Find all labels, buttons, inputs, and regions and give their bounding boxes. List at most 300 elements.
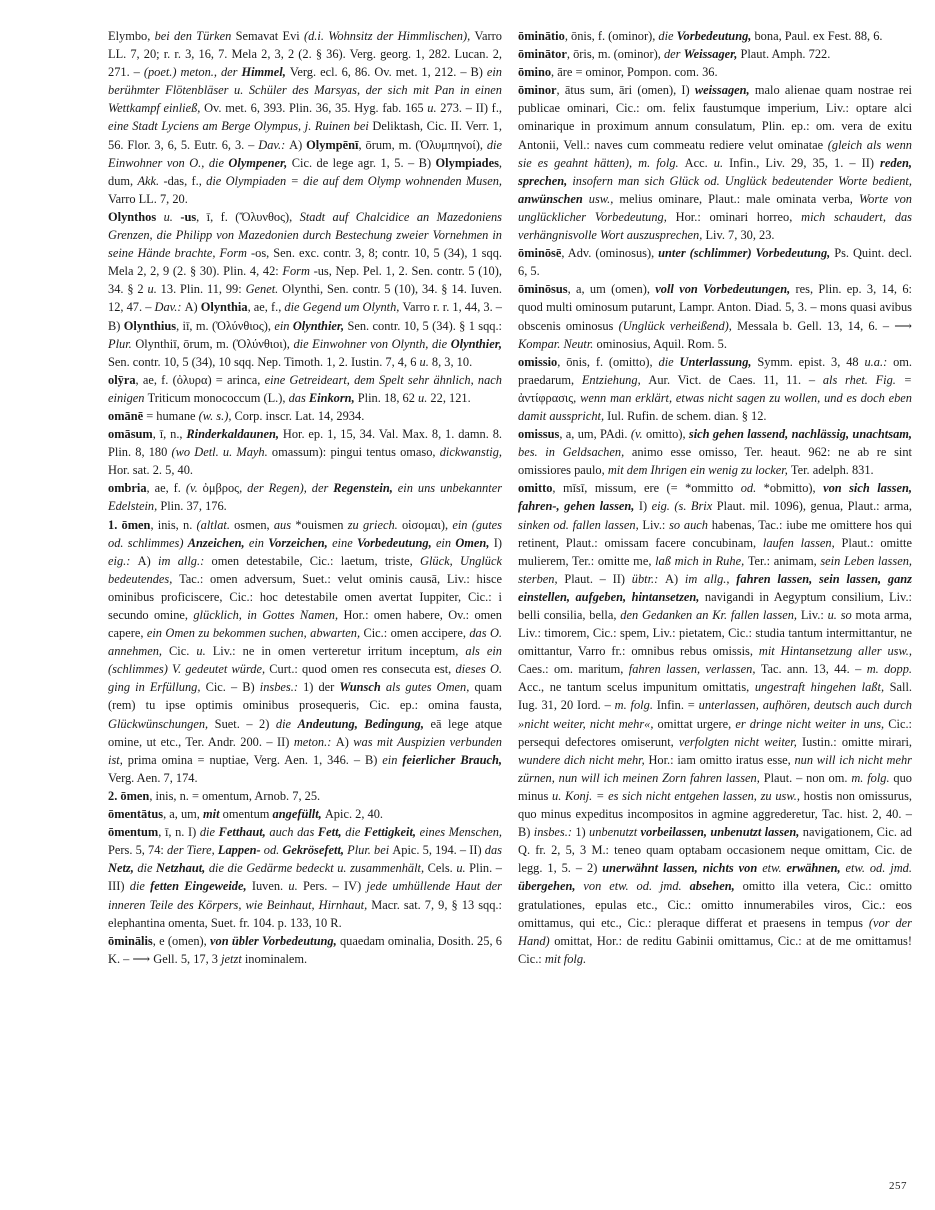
dictionary-entry bbox=[518, 425, 912, 479]
entry-text: omitto illa vetera, Cic.: omitto gratulationes, epulas etc., Cic.: omitto innumerabiles viros, Cic.: eos omittamus, qui etc., Cic.: pleraque differat et praesens in tempus bbox=[518, 879, 912, 930]
entry-text: , a, um, PAdi. bbox=[559, 427, 631, 442]
entry-text: u. bbox=[713, 155, 730, 170]
headword: ōmentātus bbox=[108, 807, 164, 822]
entry-text: Cels. bbox=[427, 861, 457, 876]
entry-text: 22, 121. bbox=[430, 390, 471, 405]
entry-text: Messala b. Gell. 13, 14, 6. – ⟶ bbox=[737, 318, 912, 333]
entry-text: Plur. bei bbox=[347, 843, 393, 858]
entry-text: als gutes Omen, bbox=[385, 680, 475, 695]
entry-text: (poet.) meton., der bbox=[143, 65, 242, 80]
dictionary-entry bbox=[518, 353, 912, 425]
entry-text: Caes.: om. maritum, bbox=[518, 662, 629, 677]
entry-text: glücklich, in Gottes Namen, bbox=[193, 608, 344, 622]
entry-text: Plaut. – II) bbox=[564, 571, 632, 586]
entry-text: Cic. bbox=[169, 644, 197, 659]
entry-text: Verg. ecl. 6, 86. Ov. met. 1, 212. – B) bbox=[289, 65, 487, 80]
entry-text: etw. od. jmd. bbox=[845, 861, 912, 876]
entry-text: jede umhüllende Haut der inneren Teile des Körpers, wie Beinhaut, Hirnhaut, bbox=[108, 879, 502, 912]
entry-text: Dav.: bbox=[258, 137, 290, 152]
entry-text: omittat urgere, bbox=[657, 716, 736, 731]
entry-text: 13. Plin. 11, 99: bbox=[160, 282, 246, 297]
entry-text: der bbox=[663, 47, 684, 62]
entry-text: Olympener, bbox=[228, 155, 292, 170]
entry-text: A) bbox=[289, 137, 307, 152]
entry-text: die Einwohner von Olynth, die bbox=[293, 336, 451, 351]
entry-text: res, Plin. ep. 3, 14, 6: quod multi ominosum putarunt, Lampr. Anton. Diad. 5, 3. – mons quasi avibus obscenis ominosus bbox=[518, 282, 912, 333]
entry-text: die bbox=[129, 879, 151, 894]
entry-text: u. bbox=[147, 282, 161, 297]
entry-text: Acc. bbox=[684, 155, 714, 170]
entry-text: die bbox=[137, 861, 157, 876]
entry-text: Ter. adelph. 831. bbox=[790, 463, 874, 478]
entry-text: Plaut. mil. 1096), genua, Plaut.: arma, bbox=[716, 499, 912, 514]
entry-text: Ps. Quint. decl. 6, 5. bbox=[518, 246, 912, 279]
entry-text: mich schaudert, das verhängnisvolle Wort auszusprechen, bbox=[518, 209, 912, 243]
entry-text: Kompar. Neutr. bbox=[518, 336, 597, 351]
dictionary-entry bbox=[518, 244, 912, 280]
entry-text: Infin., Liv. 29, 35, 1. – II) bbox=[729, 155, 880, 170]
entry-text: , ae, f. (ὀλυρα) = arinca, bbox=[135, 372, 265, 387]
dictionary-entry bbox=[518, 81, 912, 244]
entry-text: ein berühmter Flötenbläser u. Schüler des Marsyas, der sich mit Pan in einen Wettkampf einließ, bbox=[108, 65, 502, 116]
entry-text: , e (omen), bbox=[152, 933, 211, 948]
entry-text: Hor.: iam omitto iratus esse, bbox=[648, 752, 795, 767]
entry-text: die bbox=[658, 354, 680, 369]
entry-text: 1) der bbox=[303, 680, 340, 695]
entry-text: , a, um (omen), bbox=[567, 282, 656, 297]
entry-text: die bbox=[199, 825, 219, 840]
entry-text: *obmitto), bbox=[763, 481, 824, 496]
entry-text: οἰσομαι), bbox=[401, 517, 453, 532]
entry-text: -os, Sen. exc. contr. 3, 8; contr. 10, 5 (34), 1 sqq. Mela 2, 2, 9 (2. § 30). Plin. 4, 42: bbox=[108, 246, 502, 279]
entry-text: Plaut. Amph. 722. bbox=[740, 47, 831, 62]
entry-text: , ōris, m. (ominor), bbox=[566, 47, 664, 62]
entry-text: u. bbox=[418, 390, 431, 405]
headword: Olynthius bbox=[123, 318, 177, 333]
entry-text: (Unglück verheißend), bbox=[618, 318, 738, 333]
entry-text: Glück, Unglück bedeutendes, bbox=[108, 553, 502, 586]
entry-text: dieses O. ging in Erfüllung, bbox=[108, 662, 503, 695]
entry-text: insofern man sich Glück od. Unglück bedeutender Worte bedient, bbox=[572, 173, 912, 188]
entry-text: der Regen), der bbox=[247, 481, 334, 496]
dictionary-entry bbox=[108, 371, 502, 407]
entry-text: Iuven. bbox=[251, 879, 289, 894]
entry-text: A) bbox=[335, 734, 354, 749]
headword: omissio bbox=[518, 354, 558, 369]
entry-text: (v. bbox=[630, 427, 646, 442]
entry-text: u. bbox=[288, 879, 303, 894]
entry-text: Netz, bbox=[108, 861, 138, 876]
entry-text: unter (schlimmer) Vorbedeutung, bbox=[658, 246, 835, 261]
entry-text: omitto), bbox=[645, 427, 689, 442]
dictionary-entry bbox=[108, 932, 502, 968]
entry-text: omittat, Hor.: de reditu Gabinii omittamus, Cic.: at de me omittamus! Cic.: bbox=[518, 933, 912, 966]
entry-text: Form bbox=[282, 264, 314, 279]
entry-text: Glückwünschungen, bbox=[108, 716, 215, 731]
entry-text: die Olympiaden = die auf dem Olymp wohnenden Musen, bbox=[206, 173, 502, 188]
entry-text: eine bbox=[332, 535, 357, 550]
entry-text: mit bbox=[203, 807, 223, 822]
entry-text: von sich lassen, fahren-, gehen lassen, bbox=[518, 481, 912, 514]
entry-text: *ouismen bbox=[295, 517, 348, 532]
entry-text: wundere dich nicht mehr, bbox=[518, 752, 649, 767]
entry-text: Apic. 2, 40. bbox=[324, 807, 384, 822]
entry-text: , ōnis, f. (ominor), bbox=[564, 29, 659, 43]
entry-text: omentum bbox=[222, 807, 273, 822]
entry-text: eines Menschen, bbox=[419, 825, 502, 840]
entry-text: er dringe nicht weiter in uns, bbox=[735, 716, 889, 731]
entry-text: Tac. ann. 13, 44. – bbox=[760, 662, 867, 677]
entry-text: anwünschen bbox=[518, 191, 589, 206]
entry-text: das bbox=[484, 843, 502, 858]
entry-text: -das, f., bbox=[163, 173, 207, 188]
dictionary-entry bbox=[108, 479, 502, 515]
entry-text: wenn man erklärt, etwas nicht sagen zu wollen, und es doch eben damit ausspricht, bbox=[518, 390, 912, 423]
entry-text: usw., bbox=[588, 191, 620, 206]
entry-text: Fett, bbox=[317, 825, 346, 840]
entry-text: Verg. Aen. 7, 174. bbox=[108, 770, 198, 785]
entry-text: (gleich als wenn sie es geahnt hätten), m. folg. bbox=[518, 137, 912, 170]
entry-text: übergehen, bbox=[518, 879, 584, 894]
entry-text: navigandi in Aegyptum consilium, Liv.: belli consilia, bella, bbox=[518, 589, 912, 622]
entry-text: Omen, bbox=[455, 535, 494, 550]
entry-text: Ter.: animam, bbox=[747, 553, 821, 568]
headword: ombria bbox=[108, 481, 147, 496]
entry-text: Anzeichen, bbox=[187, 535, 249, 550]
headword: Olynthia bbox=[200, 300, 248, 315]
entry-text: den Gedanken an Kr. fallen lassen, bbox=[620, 608, 801, 622]
headword: ōmentum bbox=[108, 825, 159, 840]
entry-text: verfolgten nicht weiter, bbox=[678, 734, 802, 749]
entry-text: Lappen- bbox=[217, 843, 264, 858]
entry-text: Iustin.: omitte mirari, bbox=[801, 734, 912, 749]
entry-text: ein bbox=[274, 318, 293, 333]
entry-text: A) bbox=[665, 571, 685, 586]
entry-text: m. dopp. bbox=[866, 662, 912, 677]
entry-text: habenas, Tac.: iube me omittere hos qui retinent, Plaut.: omissam facere concubinam, bbox=[518, 517, 912, 550]
entry-text: 273. – II) f., bbox=[440, 101, 503, 116]
entry-text: unerwähnt lassen, nichts von bbox=[602, 861, 763, 876]
entry-text: als rhet. Fig. = bbox=[822, 372, 912, 387]
entry-text: , inis, n. = omentum, Arnob. 7, 25. bbox=[149, 788, 321, 803]
headword: 1. ōmen bbox=[108, 517, 151, 532]
entry-text: Suet. – 2) bbox=[214, 716, 276, 731]
entry-text: Liv.: bbox=[642, 517, 670, 532]
dictionary-entry bbox=[108, 407, 502, 425]
entry-text: bei den Türken bbox=[154, 29, 236, 43]
dictionary-entry bbox=[108, 27, 502, 208]
right-column bbox=[518, 27, 912, 968]
entry-text: ungestraft hingehen laßt, bbox=[754, 680, 890, 695]
entry-text: angefüllt, bbox=[272, 807, 325, 822]
entry-text: Pers. – IV) bbox=[302, 879, 367, 894]
entry-text: zu griech. bbox=[347, 517, 402, 532]
entry-text: Pers. 5, 74: bbox=[108, 843, 167, 858]
entry-text: Einkorn, bbox=[308, 390, 358, 405]
entry-text: die Einwohner von O., die bbox=[108, 137, 502, 170]
entry-text: Dav.: bbox=[154, 300, 185, 315]
headword: ōmino bbox=[518, 65, 552, 80]
headword: Olympiades bbox=[435, 155, 499, 170]
entry-text: Vorbedeutung, bbox=[356, 535, 436, 550]
entry-text: , ātus sum, āri (omen), I) bbox=[556, 83, 695, 98]
entry-text: Stadt auf Chalcidice an Mazedoniens Grenzen, die Philipp von Mazedonien durch Bestechung zweier Vornehmen in seine Hände brachte, Form bbox=[108, 209, 503, 261]
left-column bbox=[108, 27, 502, 968]
headword: ōminātio bbox=[518, 29, 565, 43]
entry-text: laufen lassen, bbox=[762, 535, 842, 550]
entry-text: Andeutung, Bedingung, bbox=[297, 716, 431, 731]
entry-text: , ōrum, m. (Ὀλυμπηνοί), bbox=[358, 137, 487, 152]
dictionary-entry bbox=[518, 27, 912, 45]
entry-text: Wunsch bbox=[339, 680, 386, 695]
entry-text: weissagen, bbox=[694, 83, 755, 98]
entry-text: Fettigkeit, bbox=[364, 825, 420, 840]
entry-text: was mit Auspizien verbunden ist, bbox=[108, 734, 502, 767]
entry-text: Entziehung, bbox=[581, 372, 649, 387]
entry-text: I) bbox=[638, 499, 652, 514]
entry-text: bona, Paul. ex Fest. 88, 6. bbox=[754, 29, 883, 43]
entry-text: ein bbox=[248, 535, 269, 550]
entry-text: Gekrösefett, bbox=[282, 843, 348, 858]
entry-text: mit Hintansetzung aller usw., bbox=[758, 644, 912, 659]
entry-text: -us, Nep. Pel. 1, 2. Sen. contr. 5 (10), 34. § 2 bbox=[108, 264, 502, 297]
headword: ōminor bbox=[518, 83, 557, 98]
entry-text: insbes.: bbox=[533, 825, 576, 840]
entry-text: mit dem Ihrigen ein wenig zu locker, bbox=[607, 463, 791, 478]
entry-text: (d.i. Wohnsitz der Himmlischen), bbox=[303, 29, 475, 43]
headword: -us bbox=[180, 209, 197, 224]
entry-text: Himmel, bbox=[241, 65, 290, 80]
entry-text: meton.: bbox=[293, 734, 336, 749]
entry-text: fahren lassen, verlassen, bbox=[628, 662, 761, 677]
entry-text: Vorzeichen, bbox=[268, 535, 333, 550]
entry-text: Varro r. r. 1, 44, 3. – B) bbox=[108, 300, 502, 333]
headword: ōminōsē bbox=[518, 246, 562, 261]
entry-text: osmen, bbox=[234, 517, 274, 532]
entry-text: u. so bbox=[827, 608, 856, 622]
entry-text: Olynthi, Sen. contr. 5 (10), 34. § 14. Iuven. 12, 47. – bbox=[108, 282, 503, 315]
entry-text: so auch bbox=[669, 517, 712, 532]
entry-text: Olynthier, bbox=[450, 336, 502, 351]
headword: omāsum bbox=[108, 427, 153, 442]
entry-text: malo alienae quam nostrae rei publicae ominari, Cic.: om. felix faustumque imperium, Liv.: optare alci ominarique in proximum annum consulatum, Plin. ep.: om. vera de exitu Antonii, Vell.: naves cum commeatu rediere velut ominatae bbox=[518, 83, 913, 152]
entry-text: eā lege atque omine, ut etc., Ter. Andr. 200. – II) bbox=[108, 716, 502, 749]
entry-text: die bbox=[345, 825, 365, 840]
entry-text: Hor.: ominari horreo, bbox=[675, 209, 802, 224]
entry-text: m. folg. bbox=[614, 698, 657, 713]
headword: ōminālis bbox=[108, 933, 153, 948]
entry-text: I) bbox=[493, 535, 502, 550]
entry-text: hostis non omissurus, quo minus expeditus incompositos in agmine aggrederetur, Tac. hist. 2, 40. – B) bbox=[518, 788, 912, 840]
entry-text: insbes.: bbox=[259, 680, 304, 695]
entry-text: Olynthiī, ōrum, m. (Ὀλύνθιοι), bbox=[135, 336, 294, 351]
entry-text: Olynthier, bbox=[292, 318, 348, 333]
entry-text: Sall. Iug. 31, 20 Iord. – bbox=[518, 680, 912, 713]
entry-text: absehen, bbox=[689, 879, 743, 894]
entry-text: erwähnen, bbox=[786, 861, 846, 876]
dictionary-entry bbox=[518, 280, 912, 352]
entry-text: A) bbox=[137, 553, 159, 568]
entry-text: Ov. met. 6, 393. Plin. 36, 35. Hyg. fab. 165 bbox=[204, 101, 428, 116]
entry-text: Cic. de lege agr. 1, 5. – B) bbox=[291, 155, 436, 170]
dictionary-entry bbox=[108, 208, 502, 371]
entry-text: sein Leben lassen, sterben, bbox=[518, 553, 912, 586]
page-number: 257 bbox=[889, 1180, 907, 1192]
entry-text: dickwanstig, bbox=[439, 445, 502, 460]
entry-text: animo esse omisso, Ter. heaut. 962: ne ab re sint omissiores paulo, bbox=[518, 445, 912, 478]
entry-text: od. bbox=[263, 843, 283, 858]
entry-text: navigationem, Cic. ad Q. fr. 2, 5, 3 M.: teneo quam optabam occasionem neque omittam, Cic. de legg. 1, 5. – 2) bbox=[518, 825, 913, 876]
entry-text: etw. bbox=[762, 861, 787, 876]
entry-text: Cic.: persequi defectores omiserunt, bbox=[518, 716, 912, 749]
entry-text: Deliktash, Cic. II. Verr. 1, 56. Flor. 3, 6, 5. Eutr. 6, 3. – bbox=[108, 119, 502, 152]
entry-text: Apic. 5, 194. – II) bbox=[392, 843, 485, 858]
entry-text: jetzt bbox=[221, 951, 245, 966]
entry-text: aus bbox=[273, 517, 296, 532]
dictionary-entry bbox=[518, 45, 912, 63]
entry-text: eig.: bbox=[108, 553, 138, 568]
entry-text: sich gehen lassend, nachlässig, unachtsam, bbox=[688, 427, 912, 442]
entry-text: Regenstein, bbox=[333, 481, 398, 496]
entry-text: Plin. – III) bbox=[108, 861, 502, 894]
entry-text: melius ominare, Plaut.: male ominata verba, bbox=[619, 191, 859, 206]
entry-text: Liv. 7, 30, 23. bbox=[705, 228, 775, 243]
entry-text: die bbox=[658, 29, 677, 43]
entry-text: , āre = ominor, Pompon. com. 36. bbox=[551, 65, 718, 80]
entry-text: Genet. bbox=[245, 282, 283, 297]
entry-text: die die Gedärme bedeckt u. zusammenhält, bbox=[208, 861, 428, 876]
entry-text: Liv.: ne in omen verteretur irritum inceptum, bbox=[212, 644, 466, 659]
entry-text: ein (gutes od. schlimmes) bbox=[108, 517, 502, 550]
entry-text: (wo Detl. u. Mayh. bbox=[171, 445, 272, 460]
dictionary-entry bbox=[108, 425, 502, 479]
dictionary-entry bbox=[518, 479, 912, 968]
entry-text: fahren lassen, sein lassen, ganz einstellen, aufgeben, hintansetzen, bbox=[518, 571, 913, 604]
headword: omissus bbox=[518, 427, 560, 442]
entry-text: u. bbox=[456, 861, 470, 876]
entry-text: Elymbo, bbox=[108, 29, 155, 43]
entry-text: 1) bbox=[575, 825, 589, 840]
entry-text: Plin. 18, 62 bbox=[357, 390, 419, 405]
entry-text: im allg., bbox=[684, 571, 737, 586]
entry-text: unbenutzt bbox=[589, 825, 641, 840]
entry-text: quaedam ominalia, Dosith. 25, 6 K. – ⟶ Gell. 5, 17, 3 bbox=[108, 933, 502, 966]
entry-text: Weissager, bbox=[683, 47, 741, 62]
entry-text: omen detestabile, Cic.: laetum, triste, bbox=[211, 553, 421, 568]
entry-text: vorbeilassen, unbenutzt lassen, bbox=[640, 825, 803, 840]
entry-text: fetten Eingeweide, bbox=[150, 879, 252, 894]
entry-text: das bbox=[288, 390, 309, 405]
entry-text: u. bbox=[419, 354, 432, 369]
entry-text: Tac.: omen adversum, Suet.: velut ominis causā, Liv.: hisce ominibus proficiscere, Cic.: hoc detestabile omen avertat Iuppiter, Cic.: i secundo omine, bbox=[108, 571, 502, 622]
entry-text: , ōnis, f. (omitto), bbox=[557, 354, 659, 369]
entry-text: omassum): pingui tentus omaso, bbox=[271, 445, 440, 460]
entry-text: Triticum monococcum (L.), bbox=[147, 390, 289, 405]
entry-text: , a, um, bbox=[163, 807, 203, 822]
entry-text: eine Stadt Lyciens am Berge Olympus, j. Ruinen bei bbox=[108, 119, 373, 134]
entry-text: u. Konj. = es sich nicht entgehen lassen, zu usw., bbox=[552, 788, 804, 803]
entry-text: A) bbox=[184, 300, 201, 315]
entry-text: bes. in Geldsachen, bbox=[518, 445, 632, 460]
entry-text: Unterlassung, bbox=[679, 354, 758, 369]
entry-text: quo minus bbox=[518, 770, 912, 803]
entry-text: om. praedarum, bbox=[518, 354, 913, 387]
entry-text: ὀμβρος, bbox=[202, 481, 248, 496]
entry-text: ἀντίφρασις, bbox=[518, 390, 581, 405]
entry-text: Rinderkaldaunen, bbox=[186, 427, 283, 442]
entry-text: , iī, m. (Ὀλύνθιος), bbox=[176, 318, 275, 333]
entry-text: , ī, n. I) bbox=[158, 825, 200, 840]
entry-text: nun will ich nicht mehr zürnen, nun will ich meinen Zorn fahren lassen, bbox=[518, 752, 912, 785]
entry-text: u. bbox=[427, 101, 441, 116]
headword: 2. ōmen bbox=[108, 788, 150, 803]
entry-text: Hor. ep. 1, 15, 34. Val. Max. 8, 1. damn. 8. Plin. 8, 180 bbox=[108, 427, 502, 460]
entry-text: Cic. – B) bbox=[205, 680, 260, 695]
entry-text: inominalem. bbox=[244, 951, 308, 966]
entry-text: der Tiere, bbox=[167, 843, 218, 858]
entry-text: Fetthaut, bbox=[218, 825, 270, 840]
entry-text: , ae, f., bbox=[247, 300, 285, 315]
entry-text: das O. annehmen, bbox=[108, 626, 502, 659]
entry-text: (v. bbox=[185, 481, 203, 496]
entry-text: , ae, f. bbox=[146, 481, 186, 496]
entry-text: od. bbox=[740, 481, 764, 496]
entry-text: (vor der Hand) bbox=[518, 915, 913, 948]
headword: ōminātor bbox=[518, 47, 567, 62]
dictionary-entry bbox=[518, 63, 912, 81]
entry-text: von übler Vorbedeutung, bbox=[210, 933, 340, 948]
entry-text: ominosius, Aquil. Rom. 5. bbox=[596, 336, 727, 351]
entry-text: mit folg. bbox=[544, 951, 587, 966]
entry-text: (w. s.), bbox=[198, 408, 235, 423]
entry-text: Symm. epist. 3, 48 bbox=[757, 354, 865, 369]
entry-text: die Gegend um Olynth, bbox=[284, 300, 403, 315]
entry-text: übtr.: bbox=[631, 571, 666, 586]
entry-text: mota arma, Liv.: timorem, Cic.: spem, Liv.: pietatem, Cic.: studia tantum intermittantur, ne omittantur, Varro fr.: omnibus rebus omissis, bbox=[518, 608, 913, 659]
entry-text: Macr. sat. 7, 9, § 13 sqq.: elephantina omenta, Suet. fr. 104. p. 133, 10 R. bbox=[108, 897, 502, 930]
headword: omānē bbox=[108, 408, 144, 423]
entry-text: , ī, f. (Ὄλυνθος), bbox=[196, 209, 300, 224]
dictionary-entry bbox=[108, 787, 502, 805]
entry-text: , mīsī, missum, ere (= *ommitto bbox=[552, 481, 741, 496]
headword: olȳra bbox=[108, 372, 136, 387]
entry-text: ein bbox=[382, 752, 403, 767]
entry-text: die bbox=[275, 716, 298, 731]
entry-text: auch das bbox=[269, 825, 318, 840]
entry-text: eine Getreideart, dem Spelt sehr ähnlich, nach einigen bbox=[108, 372, 502, 405]
entry-text: u. bbox=[196, 644, 213, 659]
entry-text: unterlassen, aufhören, deutsch auch durch »nicht weiter, nicht mehr«, bbox=[518, 698, 912, 731]
entry-text: Varro LL. 7, 20. bbox=[108, 191, 188, 206]
headword: ōminōsus bbox=[518, 282, 568, 297]
entry-text: ein bbox=[435, 535, 456, 550]
entry-text: , ī, n., bbox=[152, 427, 187, 442]
entry-text: Infin. = bbox=[656, 698, 699, 713]
entry-text: Acc., ne tantum scelus impunitum omittatis, bbox=[518, 680, 755, 695]
entry-text: Sen. contr. 10, 5 (34). § 1 sqq.: bbox=[347, 318, 503, 333]
entry-text: Akk. bbox=[137, 173, 164, 188]
dictionary-entry bbox=[108, 516, 502, 787]
entry-text: feierlicher Brauch, bbox=[402, 752, 502, 767]
entry-text: Plur. bbox=[108, 336, 136, 351]
entry-text: Hor. sat. 2. 5, 40. bbox=[108, 463, 194, 478]
entry-text: Varro LL. 7, 20; r. r. 3, 16, 7. Mela 2, 3, 2 (2. § 36). Verg. georg. 1, 282. Lucan. 2, 271. – bbox=[108, 29, 502, 80]
entry-text: , dum, bbox=[108, 155, 502, 188]
entry-text: 8, 3, 10. bbox=[431, 354, 473, 369]
entry-text: m. folg. bbox=[851, 770, 894, 785]
entry-text: Semavat Evi bbox=[235, 29, 304, 43]
entry-text: u.a.: bbox=[864, 354, 894, 369]
